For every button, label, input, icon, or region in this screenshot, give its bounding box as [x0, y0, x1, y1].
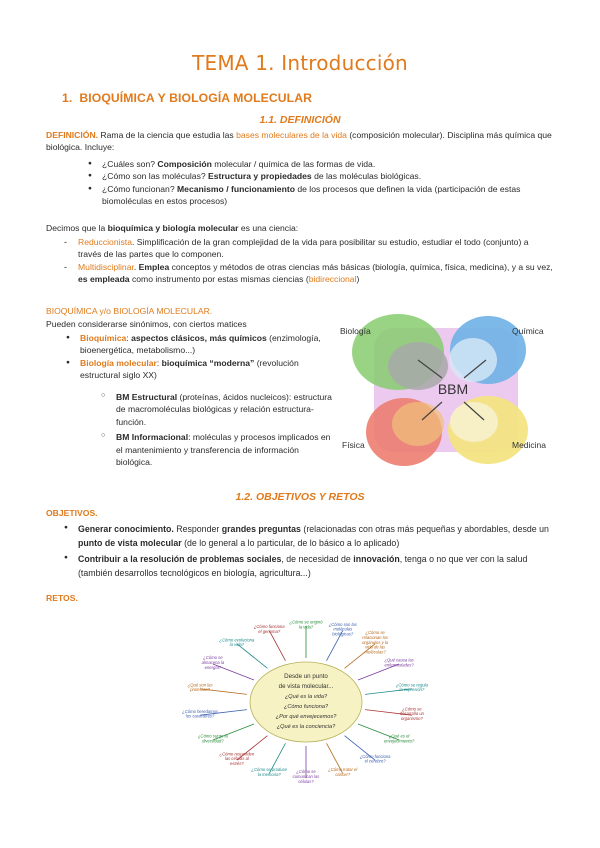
retos-bubble: ¿Cómo heredamos los caracteres?: [182, 708, 219, 719]
list-item: [62, 357, 334, 382]
chemistry-label: Química: [512, 326, 544, 336]
retos-center-line: ¿Qué es la conciencia?: [276, 724, 336, 730]
bq-text: (revolución estructural siglo XX): [80, 357, 299, 381]
retos-bubble: ¿Cómo tratar el cáncer?: [328, 767, 358, 777]
retos-bubble: ¿Cómo se almacena la energía?: [201, 655, 225, 670]
retos-bubble: ¿Cómo surge la diversidad?: [197, 733, 228, 744]
retos-bubble: ¿Cómo responden las células al estrés?: [219, 751, 255, 767]
objetivos-list: [60, 522, 554, 580]
question-post: de las moléculas biológicas.: [311, 171, 422, 182]
subsection-objetivos: 1.2. OBJETIVOS Y RETOS: [235, 491, 365, 503]
bq-sub-bold: BM Informacional: [116, 432, 189, 443]
retos-arrow: [269, 631, 285, 661]
definition-highlight: bases moleculares de la vida: [236, 130, 347, 140]
decimos-paragraph: [46, 222, 554, 234]
decimos-post: es una ciencia:: [238, 223, 299, 233]
retos-center-line: ¿Qué es la vida?: [284, 694, 328, 700]
retos-center-line: de vista molecular...: [278, 683, 334, 690]
physics-inner-circle: [392, 402, 444, 446]
retos-bubble: ¿Cómo se comunican las células?: [292, 769, 320, 784]
objetivos-title-text: OBJETIVOS.: [46, 508, 98, 518]
list-item: [62, 332, 334, 357]
list-item: [98, 391, 334, 428]
bq-text: :: [126, 333, 132, 343]
list-item: [60, 236, 554, 261]
bq-bold: aspectos clásicos, más químicos: [131, 333, 267, 343]
objetivo-bold: grandes preguntas: [221, 524, 301, 534]
bq-sub-bold: BM Estructural: [116, 392, 178, 402]
list-item: [60, 552, 554, 580]
questions-list: [84, 158, 554, 208]
retos-bubble: ¿Qué es el envejecimiento?: [383, 733, 415, 744]
question-bold: Composición: [157, 159, 212, 169]
list-item: [98, 431, 334, 468]
ciencia-bold: Emplea: [138, 261, 170, 272]
question-post: molecular / química de las formas de vida.: [211, 159, 376, 169]
ciencia-text: . Simplificación de la gran complejidad de la vida para posibilitar su estudio, estudiar el todo (conjunto) a través de las partes que lo componen.: [78, 237, 529, 260]
section-title: BIOQUÍMICA Y BIOLOGÍA MOLECULAR: [79, 91, 312, 105]
definition-paragraph: [46, 129, 554, 154]
ciencia-highlight: Multidisciplinar: [78, 261, 134, 272]
ciencia-highlight: bidireccional: [308, 274, 357, 285]
objetivo-bold: innovación: [353, 554, 400, 565]
retos-bubble: ¿Cómo se originó la vida?: [289, 619, 323, 630]
ciencia-text: como instrumento por estas mismas ciencias (: [129, 274, 309, 285]
objetivo-text: (relacionadas con otras más pequeñas y abordables, desde un: [300, 524, 549, 534]
ciencia-text: .: [133, 261, 139, 272]
objetivo-text: , tenga o no que ver con la salud (también desarrollos tecnológicos en biología, agricultura...): [78, 554, 528, 579]
chemistry-inner-circle: [449, 338, 497, 382]
medicine-inner-circle: [450, 402, 498, 442]
retos-diagram: [182, 612, 444, 792]
list-item: [84, 183, 554, 208]
retos-bubble: ¿Cómo funciona el cerebro?: [359, 753, 391, 764]
subsection-definicion: 1.1. DEFINICIÓN: [259, 114, 341, 126]
section-number: 1.: [62, 91, 73, 105]
retos-bubble: ¿Qué causa las enfermedades?: [384, 657, 414, 668]
ciencia-text: conceptos y métodos de otras ciencias más básicas (biología, química, física, medicina), y a su vez,: [169, 261, 553, 272]
list-item: [60, 261, 554, 286]
retos-arrow: [237, 644, 268, 669]
question-text: ¿Cómo funcionan?: [102, 183, 177, 194]
question-text: ¿Cómo son las moléculas?: [102, 171, 209, 182]
ciencia-list: [60, 236, 554, 286]
ciencia-bold: es empleada: [78, 274, 130, 285]
retos-bubble: ¿Cómo se produce la memoria?: [251, 767, 288, 777]
retos-bubble: ¿Cómo se regula la expresión?: [395, 682, 428, 693]
bq-intro: Pueden considerarse sinónimos, con ciertos matices: [46, 319, 247, 329]
definition-text-2: (composición molecular). Disciplina más química que biológica. Incluye:: [46, 130, 552, 153]
objetivo-bold: punto de vista molecular: [78, 538, 182, 549]
bq-list: [62, 332, 334, 382]
bq-title-text: BIOQUÍMICA y/o BIOLOGÍA MOLECULAR.: [46, 306, 213, 316]
bq-text: :: [156, 357, 162, 368]
physics-label: Física: [342, 440, 365, 450]
objetivo-bold: Generar conocimiento.: [78, 524, 174, 534]
medicine-label: Medicina: [512, 440, 547, 450]
bq-highlight: Biología molecular: [80, 357, 157, 368]
bq-sub-text: (proteínas, ácidos nucleicos): estructura de macromoléculas biológicas y relación estructura-función.: [116, 392, 332, 427]
bq-highlight: Bioquímica: [80, 333, 127, 343]
bq-bold: bioquímica “moderna”: [161, 357, 255, 368]
objetivo-text: Responder: [173, 524, 222, 534]
bq-text: (enzimología, bioenergética, metabolismo...): [80, 333, 321, 356]
decimos-bold: bioquímica y biología molecular: [107, 223, 239, 233]
definition-label: DEFINICIÓN.: [46, 130, 99, 140]
objetivos-title: [46, 507, 554, 519]
retos-bubble: ¿Cómo funciona el genoma?: [253, 624, 285, 634]
question-bold: Estructura y propiedades: [208, 171, 312, 182]
bbm-diagram: [338, 308, 554, 472]
retos-title-text: RETOS.: [46, 593, 78, 603]
question-text: ¿Cuáles son?: [102, 159, 158, 169]
objetivo-text: , de necesidad de: [281, 554, 354, 565]
bbm-center-label: BBM: [437, 381, 469, 397]
ciencia-highlight: Reduccionista: [78, 237, 132, 247]
objetivo-bold: Contribuir a la resolución de problemas sociales: [78, 554, 282, 565]
retos-title: [46, 592, 554, 604]
list-item: [60, 522, 554, 550]
retos-bubble: ¿Cómo evoluciona la vida?: [219, 637, 255, 648]
retos-bubble: ¿Qué son las proteínas?: [187, 682, 213, 693]
retos-center-line: ¿Cómo funciona?: [283, 704, 329, 710]
bq-sub-text: : moléculas y procesos implicados en el mantenimiento y transferencia de información biológica.: [116, 432, 331, 468]
retos-bubble: ¿Cómo se relacionan los orgánulos y la vida de las moléculas?: [362, 630, 389, 655]
biology-label: Biología: [340, 326, 371, 336]
section-heading: [62, 90, 312, 108]
retos-center-line: ¿Por qué envejecemos?: [275, 714, 337, 720]
retos-bubble: ¿Cómo son las moléculas biológicas?: [328, 621, 357, 637]
definition-text-1: Rama de la ciencia que estudia las: [98, 130, 237, 140]
retos-center-line: Desde un punto: [284, 673, 328, 680]
retos-bubble: ¿Cómo se desarrolla un organismo?: [399, 706, 424, 721]
list-item: [84, 170, 554, 182]
objetivo-text: (de lo general a lo particular, de lo básico a lo aplicado): [181, 538, 400, 549]
list-item: [84, 158, 554, 170]
question-post: de los procesos que definen la vida (participación de estas biomoléculas en estos procesos): [102, 183, 521, 207]
page-title: TEMA 1. Introducción: [192, 51, 408, 75]
question-bold: Mecanismo / funcionamiento: [177, 183, 295, 194]
ciencia-text: ): [356, 274, 360, 285]
bq-sub-list: [98, 391, 334, 469]
decimos-text: Decimos que la: [46, 223, 108, 233]
